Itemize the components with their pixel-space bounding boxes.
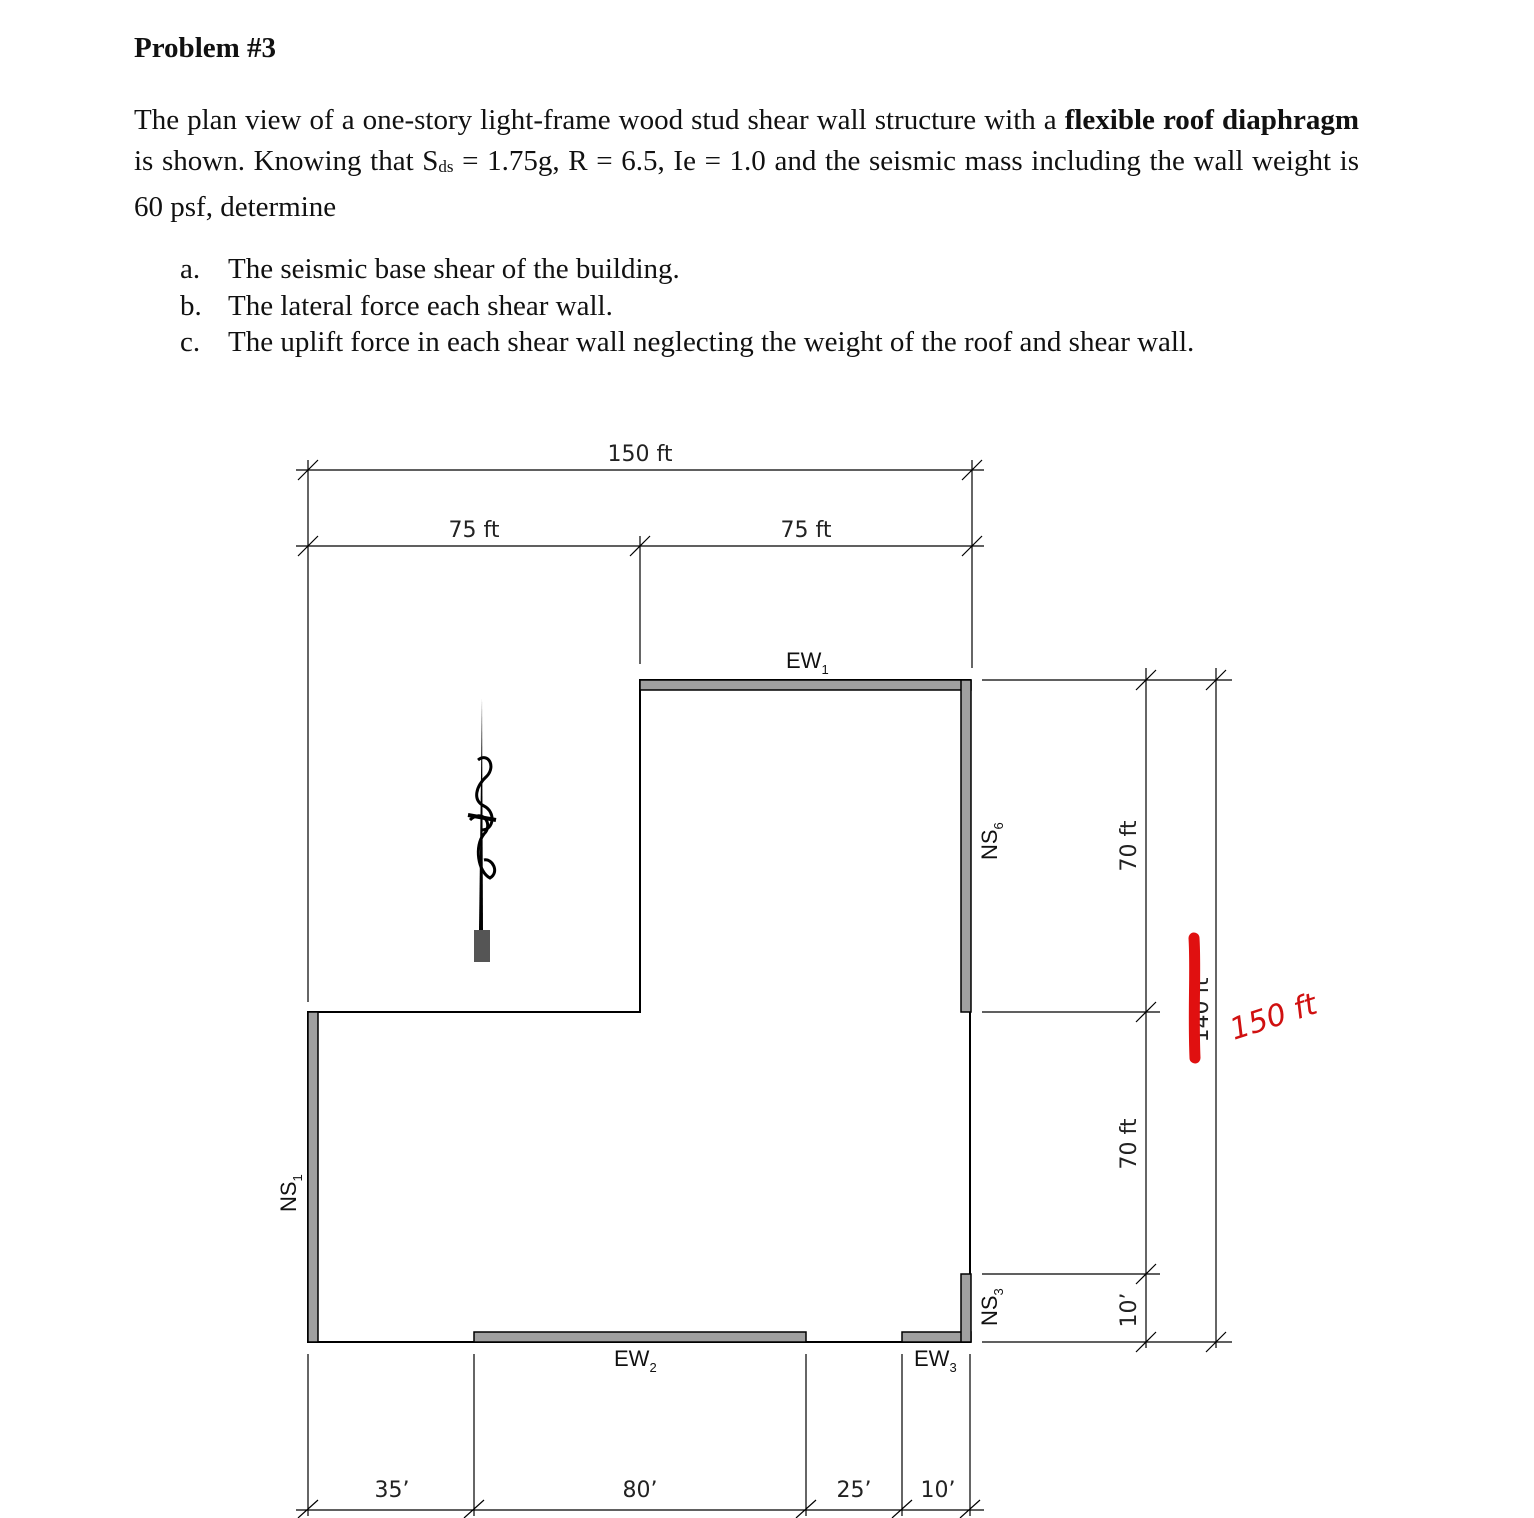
wall-label-text: NS [977,829,1002,860]
dim-label-right-bottom: 10’ [1117,1292,1142,1328]
dim-label-bottom: 25’ [836,1478,872,1503]
task-label: c. [180,326,201,358]
wall-ew1 [640,680,971,690]
dim-label-right-lower: 70 ft [1117,1118,1142,1170]
handwritten-note: 150 ft [1225,986,1322,1048]
ornament-base [474,930,490,962]
wall-label-subscript: 3 [949,1360,957,1375]
wall-label-subscript: 1 [821,662,829,677]
wall-label-ns3 [977,1288,1006,1326]
wall-label-text: NS [276,1181,301,1212]
dim-label-top-left: 75 ft [448,518,500,543]
wall-label-text: NS [977,1295,1002,1326]
task-label: b. [180,289,202,322]
intro-bold-1: flexible roof [1064,104,1214,136]
intro-text-3: = 1.75g, R = 6.5, Ie = 1.0 and the seismic mass including the wall weight is 60 psf, determine [134,145,1359,223]
wall-label-ew2 [614,1346,657,1375]
dim-label-top-right: 75 ft [780,518,832,543]
dim-label-top-total: 150 ft [607,442,673,467]
wall-label-ns1 [276,1174,305,1212]
dim-label-bottom: 10’ [920,1478,956,1503]
wall-label-subscript: 3 [991,1288,1006,1296]
wall-label-ew1 [786,648,829,677]
wall-label-subscript: 6 [991,822,1006,830]
intro-text-1: The plan view of a one-story light-frame wood stud shear wall structure with a [134,104,1065,136]
dim-label-right-total-crossed: 140 ft [1189,977,1214,1043]
ornament-stem [479,698,483,930]
wall-label-subscript: 2 [649,1360,657,1375]
wall-label-text: EW [914,1346,950,1371]
red-strike-mark [1194,938,1195,1058]
wall-ew2 [474,1332,806,1342]
dimension-lines [296,460,1232,1518]
dim-label-bottom: 35’ [374,1478,410,1503]
wall-label-subscript: 1 [290,1174,305,1182]
wall-ns6 [961,680,971,1012]
dim-label-bottom: 80’ [622,1478,658,1503]
intro-text-2: is shown. Knowing that S [134,145,439,177]
wall-ns3 [961,1274,971,1342]
intro-bold-2: diaphragm [1222,104,1359,136]
ornament-figure [468,698,496,962]
wall-label-ew3 [914,1346,957,1375]
sds-subscript: ds [438,157,454,176]
problem-title: Problem #3 [134,32,277,64]
dim-label-right-upper: 70 ft [1117,820,1142,872]
wall-ns1 [308,1012,318,1342]
wall-label-text: EW [614,1346,650,1371]
building-outline [308,680,970,1342]
task-text: The uplift force in each shear wall neglecting the weight of the roof and shear wall. [228,326,1195,358]
task-label: a. [180,253,201,285]
task-text: The seismic base shear of the building. [228,253,680,285]
wall-label-text: EW [786,648,822,673]
wall-label-ns6 [977,822,1006,860]
task-text: The lateral force each shear wall. [228,289,613,322]
